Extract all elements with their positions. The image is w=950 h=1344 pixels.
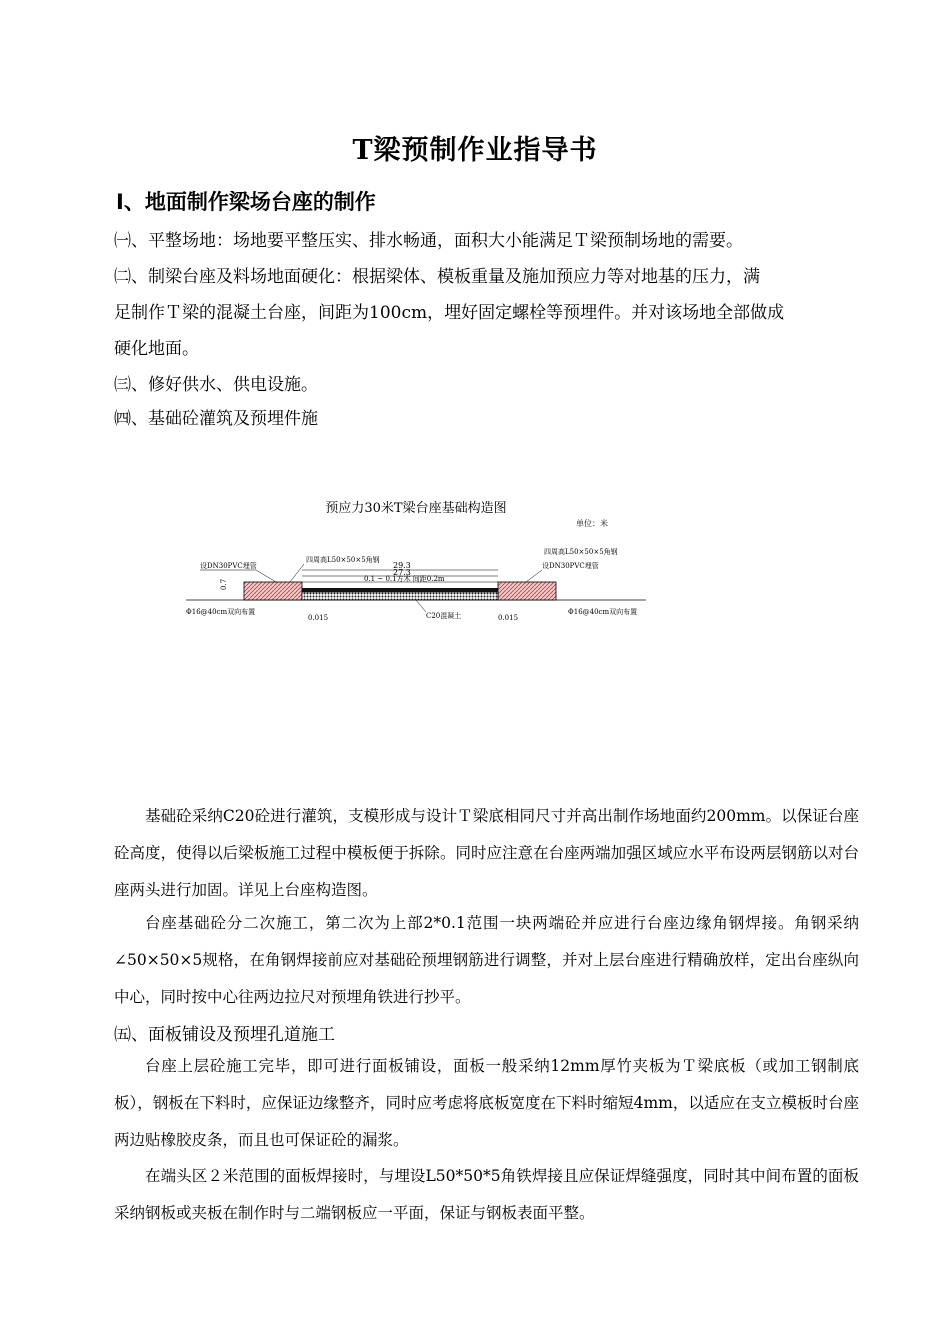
paragraph-3: 台座上层砼施工完毕，即可进行面板铺设，面板一般采纳12mm厚竹夹板为Ｔ梁底板（或加工钢制底板），钢板在下料时，应保证边缘整齐，同时应考虑将底板宽度在下料时缩短4mm，以适应在支立模板时台座两边贴橡胶皮条，而且也可保证砼的漏浆。 [114, 1057, 859, 1149]
pedestal-diagram [186, 490, 646, 630]
paragraph-4: 在端头区２米范围的面板焊接时，与埋设L50*50*5角铁焊接且应保证焊缝强度，同时其中间布置的面板采纳钢板或夹板在制作时与二端钢板应一平面，保证与钢板表面平整。 [114, 1167, 859, 1222]
rebar-label-right: Φ16@40cm双向布置 [568, 608, 638, 616]
paragraph-2: 台座基础砼分二次施工，第二次为上部2*0.1范围一块两端砼并应进行台座边缘角钢焊接。角钢采纳∠50×50×5规格，在角钢焊接前应对基础砼预埋钢筋进行调整，并对上层台座进行精确放样，定出台座纵向中心，同时按中心往两边拉尺对预埋角铁进行抄平。 [114, 914, 859, 1006]
corner-label-left: 四周高L50×50×5角钢 [306, 556, 380, 564]
pipe-label-left: 设DN30PVC埋管 [200, 562, 257, 570]
document-title: T梁预制作业指导书 [352, 135, 598, 166]
item-2-line-3: 硬化地面。 [114, 339, 199, 359]
item-5: ㈤、面板铺设及预埋孔道施工 [114, 1025, 335, 1045]
middle-slab [302, 592, 498, 600]
item-4: ㈣、基础砼灌筑及预埋件施 [114, 409, 318, 429]
diagram-unit: 单位：米 [576, 519, 608, 528]
diagram-title: 预应力30米T梁台座基础构造图 [325, 501, 507, 516]
dim-27-3: 27.3 [393, 568, 411, 577]
rebar-label-left: Φ16@40cm双向布置 [186, 608, 256, 616]
item-2-line-1: ㈡、制梁台座及料场地面硬化：根据梁体、模板重量及施加预应力等对地基的压力，满 [114, 267, 760, 287]
item-3: ㈢、修好供水、供电设施。 [114, 375, 318, 395]
item-1: ㈠、平整场地：场地要平整压实、排水畅通，面积大小能满足Ｔ梁预制场地的需要。 [114, 231, 743, 251]
item-2-line-2: 足制作Ｔ梁的混凝土台座，间距为100cm，埋好固定螺栓等预埋件。并对该场地全部做成 [114, 303, 785, 323]
depth-label-left: 0.015 [308, 614, 329, 622]
top-plate [302, 588, 498, 592]
pipe-label-right: 设DN30PVC埋管 [542, 562, 599, 570]
dim-29-3: 29.3 [393, 561, 411, 570]
concrete-label: C20混凝土 [426, 612, 462, 620]
left-block [244, 582, 302, 600]
spacing-label: 0.1 ~ 0.1方木 间距0.2m [364, 575, 445, 583]
depth-label-right: 0.015 [498, 614, 519, 622]
right-block [498, 582, 556, 600]
corner-label-right: 四周高L50×50×5角钢 [544, 548, 618, 556]
section-heading: Ⅰ、地面制作梁场台座的制作 [116, 190, 376, 214]
paragraph-1: 基础砼采纳C20砼进行灌筑，支模形成与设计Ｔ梁底相同尺寸并高出制作场地面约200mm。以保证台座砼高度，使得以后梁板施工过程中模板便于拆除。同时应注意在台座两端加强区域应水平布设两层钢筋以对台座两头进行加固。详见上台座构造图。 [114, 807, 859, 899]
height-label: 0.7 [220, 578, 228, 590]
